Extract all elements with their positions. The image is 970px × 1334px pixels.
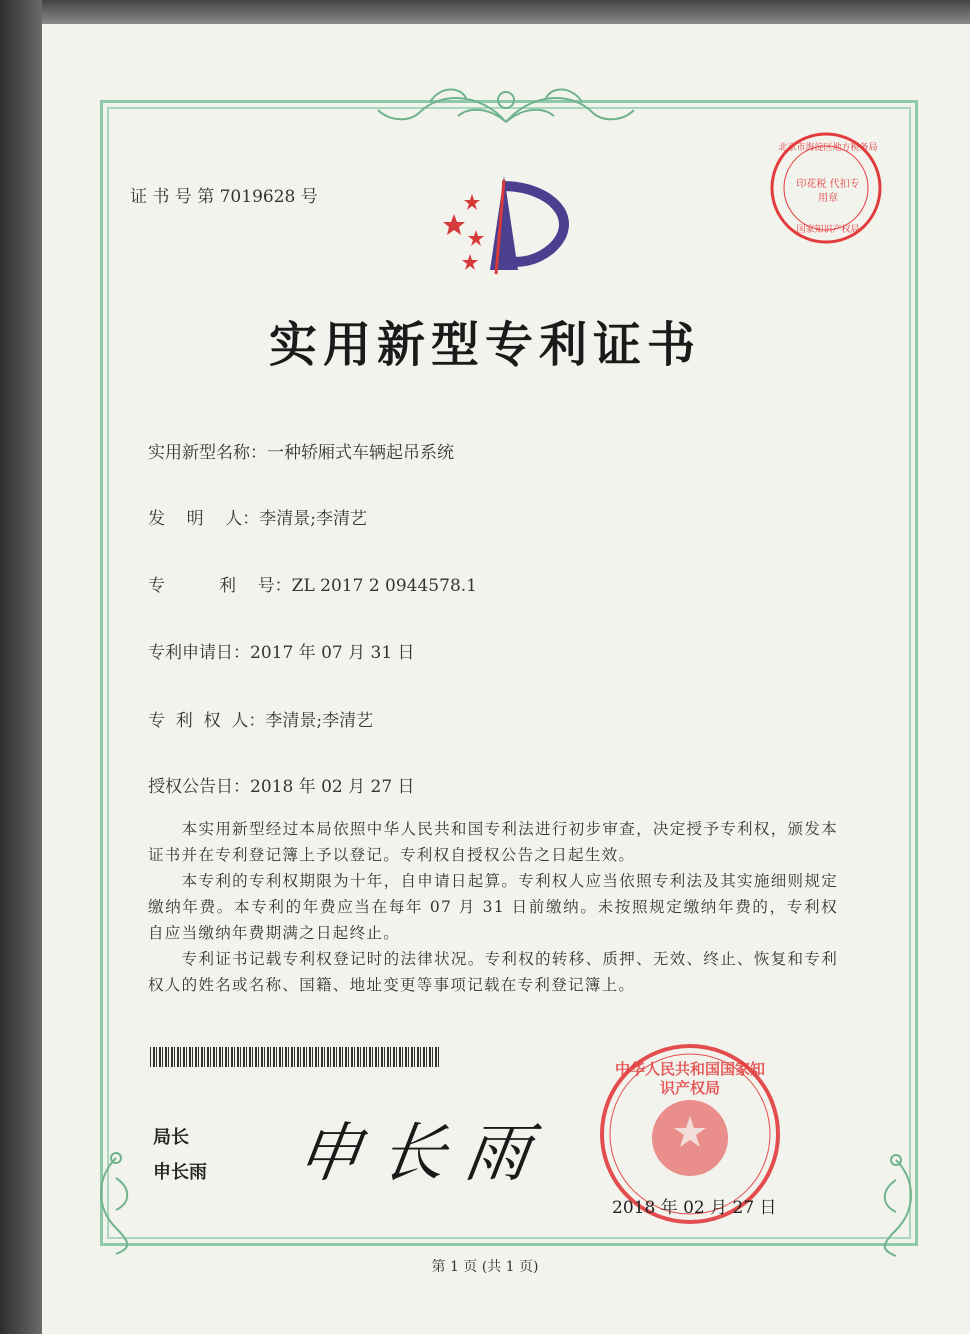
barcode [150,1047,440,1067]
tax-stamp-bottom-text: 国家知识产权局 [796,225,860,235]
page-info: 第 1 页 (共 1 页) [431,1259,539,1275]
seal-date: 2018 年 02 月 27 日 [612,1198,777,1218]
certificate-title: 实用新型专利证书 [268,317,701,373]
certificate-number: 证 书 号 第 7019628 号 [130,187,318,207]
director-title: 局长 [153,1127,189,1148]
field-grant-date: 授权公告日：2018 年 02 月 27 日 [148,777,415,797]
patent-office-logo [432,170,582,282]
bottom-left-ornament [86,1148,146,1258]
seal-ring-text: 中华人民共和国国家知识产权局 [614,1060,765,1097]
tax-stamp-center-text: 印花税 代扣专用章 [796,179,860,204]
field-utility-model-name: 实用新型名称：一种轿厢式车辆起吊系统 [148,443,454,463]
paragraph-term-statement: 本专利的专利权期限为十年，自申请日起算。专利权人应当依照专利法及其实施细则规定缴纳年费。本专利的年费应当在每年 07 月 31 日前缴纳。未按照规定缴纳年费的，专利权自应当缴纳年费期满之日起终止。 [148,872,838,942]
scan-top-edge [0,0,970,24]
scan-left-edge [0,0,42,1334]
field-patentee: 专 利 权 人：李清景;李清艺 [148,711,374,731]
handwritten-signature: 申长雨 [291,1117,555,1191]
paragraph-legal-status: 专利证书记载专利权登记时的法律状况。专利权的转移、质押、无效、终止、恢复和专利权人的姓名或名称、国籍、地址变更等事项记载在专利登记簿上。 [148,950,838,994]
bottom-right-ornament [866,1150,926,1260]
tax-stamp-ring-text: 北京市海淀区地方税务局 [778,143,878,153]
field-patent-number: 专 利 号：ZL 2017 2 0944578.1 [148,576,477,596]
field-inventor: 发 明 人：李清景;李清艺 [148,509,367,529]
director-name: 申长雨 [153,1162,207,1183]
field-application-date: 专利申请日：2017 年 07 月 31 日 [148,643,415,663]
paragraph-grant-statement: 本实用新型经过本局依照中华人民共和国专利法进行初步审查，决定授予专利权，颁发本证书并在专利登记簿上予以登记。专利权自授权公告之日起生效。 [148,820,838,864]
top-ornament [370,82,642,132]
